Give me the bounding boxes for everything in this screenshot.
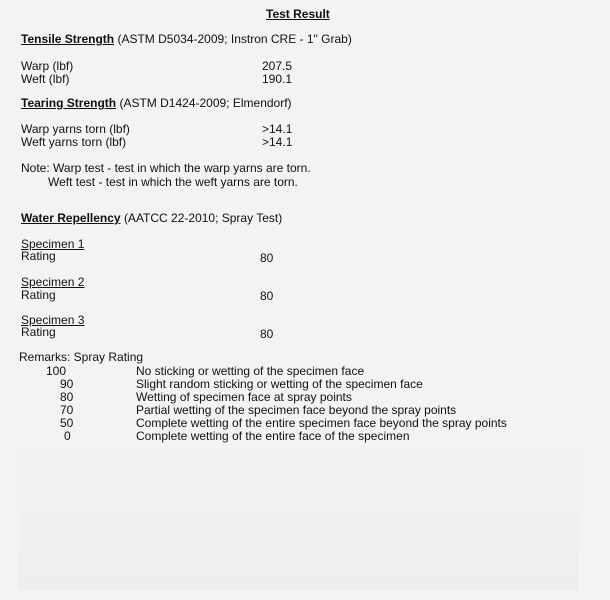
remark-score: 90 [60, 377, 74, 391]
specimen-3-name: Specimen 3 [21, 313, 85, 327]
tensile-weft-label: Weft (lbf) [21, 72, 70, 86]
water-heading: Water Repellency [21, 211, 121, 225]
water-section-header [21, 211, 282, 225]
tensile-warp-value: 207.5 [262, 59, 293, 73]
remark-description: No sticking or wetting of the specimen face [136, 364, 365, 378]
specimen-2-rating-label: Rating [21, 288, 56, 302]
remark-score: 50 [60, 416, 74, 430]
remark-score: 100 [46, 364, 67, 378]
specimen-1-name: Specimen 1 [21, 237, 85, 251]
note-line-2: Weft test - test in which the weft yarns are torn. [48, 175, 298, 189]
remark-description: Slight random sticking or wetting of the specimen face [136, 377, 423, 391]
note-line-1: Note: Warp test - test in which the warp yarns are torn. [21, 161, 311, 175]
water-method: (AATCC 22-2010; Spray Test) [123, 211, 283, 225]
tearing-heading: Tearing Strength [21, 96, 117, 110]
remark-score: 0 [64, 429, 71, 443]
remark-description: Wetting of specimen face at spray points [136, 390, 352, 404]
tearing-warp-label: Warp yarns torn (lbf) [21, 122, 130, 136]
specimen-3-rating-label: Rating [21, 325, 56, 339]
remark-description: Partial wetting of the specimen face beyond the spray points [136, 403, 457, 417]
tearing-weft-value: >14.1 [262, 135, 293, 149]
tensile-warp-label: Warp (lbf) [21, 59, 74, 73]
specimen-2-rating-value: 80 [260, 289, 274, 303]
tensile-heading: Tensile Strength [21, 32, 115, 46]
remarks-title: Remarks: Spray Rating [19, 350, 144, 364]
tearing-section-header [21, 96, 292, 110]
tensile-weft-value: 190.1 [262, 72, 293, 86]
bleed-through-shadow [18, 440, 578, 590]
remark-score: 70 [60, 403, 74, 417]
specimen-3-rating-value: 80 [260, 327, 274, 341]
remark-score: 80 [60, 390, 74, 404]
tearing-method: (ASTM D1424-2009; Elmendorf) [119, 96, 292, 110]
specimen-1-rating-value: 80 [260, 251, 274, 265]
remark-description: Complete wetting of the entire specimen face beyond the spray points [136, 416, 507, 430]
remark-description: Complete wetting of the entire face of the specimen [136, 429, 410, 443]
tearing-warp-value: >14.1 [262, 122, 293, 136]
page-title: Test Result [266, 7, 330, 21]
tensile-method: (ASTM D5034-2009; Instron CRE - 1" Grab) [117, 32, 352, 46]
specimen-1-rating-label: Rating [21, 249, 56, 263]
tearing-weft-label: Weft yarns torn (lbf) [21, 135, 127, 149]
specimen-2-name: Specimen 2 [21, 275, 85, 289]
tensile-section-header [21, 32, 352, 46]
